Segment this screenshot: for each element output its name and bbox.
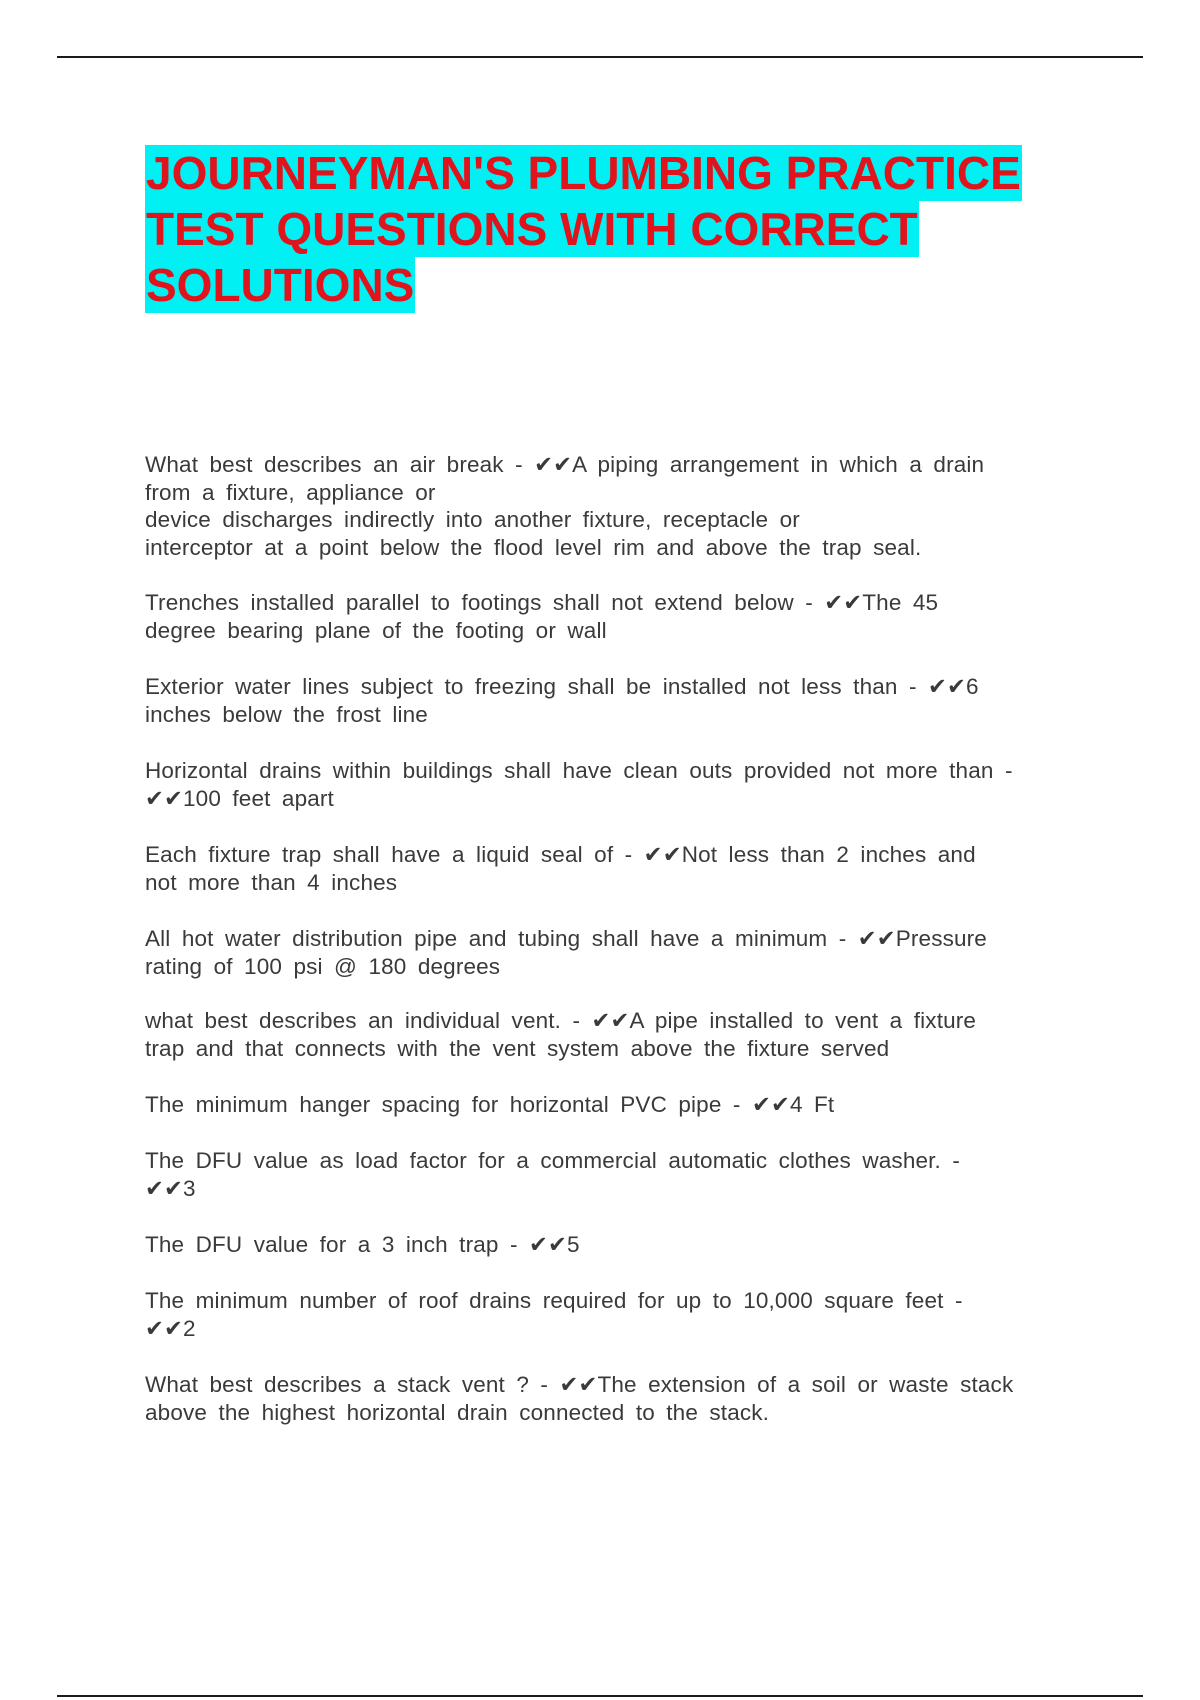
question-item: The DFU value for a 3 inch trap - ✔✔5 [145,1232,580,1257]
question-item: What best describes a stack vent ? - ✔✔The extension of a soil or waste stack above the highest horizontal drain connected to the stack. [145,1372,1014,1425]
question-item: Each fixture trap shall have a liquid seal of - ✔✔Not less than 2 inches and not more than 4 inches [145,842,976,895]
question-list [145,451,1085,1427]
title-line: SOLUTIONS [146,259,415,311]
title-line: JOURNEYMAN'S PLUMBING PRACTICE [146,147,1021,199]
question-item: The DFU value as load factor for a commercial automatic clothes washer. - ✔✔3 [145,1148,960,1201]
question-item: what best describes an individual vent. - ✔✔A pipe installed to vent a fixture trap and that connects with the vent system above the fixture served [145,1008,977,1061]
question-item: What best describes an air break - ✔✔A piping arrangement in which a drain from a fixture, appliance or device discharges indirectly into another fixture, receptacle or interceptor at a point below the flood level rim and above the trap seal. [145,452,985,560]
title-line: TEST QUESTIONS WITH CORRECT [146,203,918,255]
question-item: All hot water distribution pipe and tubing shall have a minimum - ✔✔Pressure rating of 100 psi @ 180 degrees [145,926,987,979]
question-item: Horizontal drains within buildings shall have clean outs provided not more than - ✔✔100 feet apart [145,758,1013,811]
question-item: The minimum number of roof drains required for up to 10,000 square feet - ✔✔2 [145,1288,963,1341]
top-rule [57,56,1143,58]
question-item: Exterior water lines subject to freezing shall be installed not less than - ✔✔6 inches below the frost line [145,674,979,727]
bottom-rule [57,1695,1143,1697]
question-item: Trenches installed parallel to footings shall not extend below - ✔✔The 45 degree bearing plane of the footing or wall [145,590,939,643]
question-item: The minimum hanger spacing for horizontal PVC pipe - ✔✔4 Ft [145,1092,835,1117]
document-title [145,145,1075,313]
